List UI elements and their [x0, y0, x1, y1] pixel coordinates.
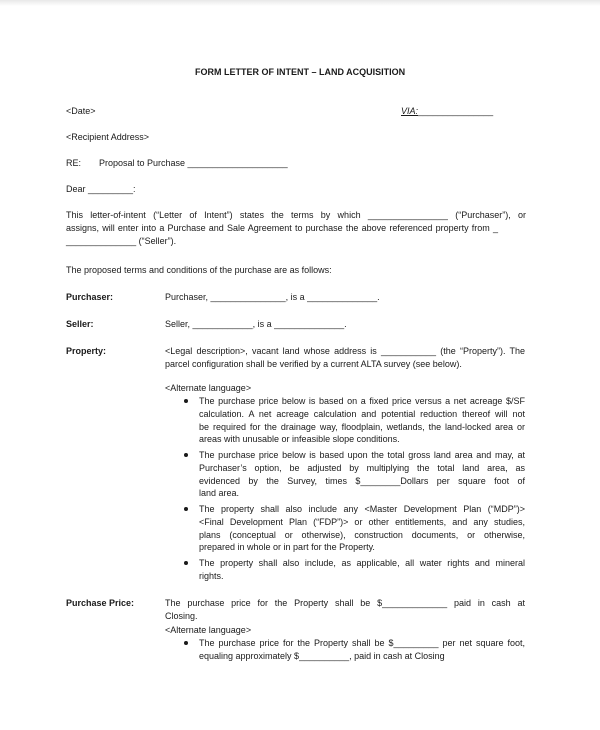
property-line: parcel configuration shall be verified by a current ALTA survey (see below). — [165, 358, 462, 369]
bullet-line: Purchaser’s option, be adjusted by multiplying the total land area, as — [199, 462, 525, 473]
bullet-line: The purchase price below is based on a fixed price versus a net acreage $/SF — [199, 396, 525, 406]
intro-line: ______________ (“Seller”). — [66, 235, 177, 246]
bullet-dot — [184, 507, 188, 511]
price-line: Closing. — [165, 610, 198, 621]
bullet-line: rights. — [199, 570, 224, 581]
property-description — [165, 345, 525, 371]
property-bullet-3 — [199, 503, 525, 554]
property-bullet-4 — [199, 557, 525, 583]
via-blank: _______________ — [418, 106, 494, 116]
property-line: <Legal description>, vacant land whose address is ___________ (the “Property”). The — [165, 346, 525, 356]
purchaser-label: Purchaser: — [66, 292, 114, 302]
bullet-line: The purchase price for the Property shall be $_________ per net square foot, — [199, 638, 525, 648]
bullet-line: <Final Development Plan (“FDP”)> or other entitlements, and any studies, — [199, 516, 525, 527]
seller-text: Seller, ____________, is a ______________. — [165, 319, 347, 329]
intro-paragraph — [66, 209, 526, 247]
bullet-line: areas with unusable or infeasible slope conditions. — [199, 434, 400, 445]
re-label: RE: — [66, 158, 82, 168]
intro-line: This letter-of-intent (“Letter of Intent”) states the terms by which ________________ (“Purchaser”), or — [66, 210, 526, 220]
purchase-price-description — [165, 597, 525, 623]
bullet-line: equaling approximately $__________, paid in cash at Closing — [199, 650, 445, 661]
bullet-line: plans (conceptual or otherwise), construction documents, or otherwise, — [199, 529, 525, 540]
purchase-price-label: Purchase Price: — [66, 598, 135, 608]
bullet-dot — [184, 453, 188, 457]
salutation: Dear _________: — [66, 184, 136, 194]
bullet-line: evidenced by the Survey, times $________Dollars per square foot of — [199, 475, 525, 486]
date-placeholder: <Date> — [66, 106, 96, 116]
property-bullet-1 — [199, 395, 525, 446]
bullet-line: The property shall also include any <Master Development Plan (“MDP”)> — [199, 504, 525, 514]
property-bullet-2 — [199, 449, 525, 500]
price-alternate-language: <Alternate language> — [165, 625, 252, 635]
price-line: The purchase price for the Property shall be $_____________ paid in cash at — [165, 598, 525, 608]
terms-intro: The proposed terms and conditions of the purchase are as follows: — [66, 265, 332, 275]
bullet-line: The purchase price below is based upon the total gross land area and may, at — [199, 450, 525, 460]
property-alternate-language: <Alternate language> — [165, 383, 252, 393]
bullet-dot — [184, 641, 188, 645]
intro-line: assigns, will enter into a Purchase and Sale Agreement to purchase the above referenced property from _ — [66, 222, 498, 233]
recipient-address: <Recipient Address> — [66, 132, 150, 142]
bullet-dot — [184, 399, 188, 403]
bullet-dot — [184, 561, 188, 565]
bullet-line: be required for the drainage way, floodplain, wetlands, the land-locked area or — [199, 421, 525, 432]
bullet-line: prepared in whole or in part for the Property. — [199, 542, 375, 553]
purchaser-text: Purchaser, _______________, is a ______________. — [165, 292, 380, 302]
property-label: Property: — [66, 346, 107, 356]
via-label: VIA: — [401, 106, 419, 116]
seller-label: Seller: — [66, 319, 94, 329]
bullet-line: The property shall also include, as applicable, all water rights and mineral — [199, 558, 525, 568]
page-title: FORM LETTER OF INTENT – LAND ACQUISITION — [195, 67, 406, 77]
bullet-line: land area. — [199, 488, 240, 499]
bullet-line: calculation. A net acreage calculation and potential reduction thereof will not — [199, 408, 525, 419]
re-text: Proposal to Purchase ____________________ — [99, 158, 288, 168]
via-line — [401, 105, 493, 117]
price-bullet-1 — [199, 637, 525, 663]
